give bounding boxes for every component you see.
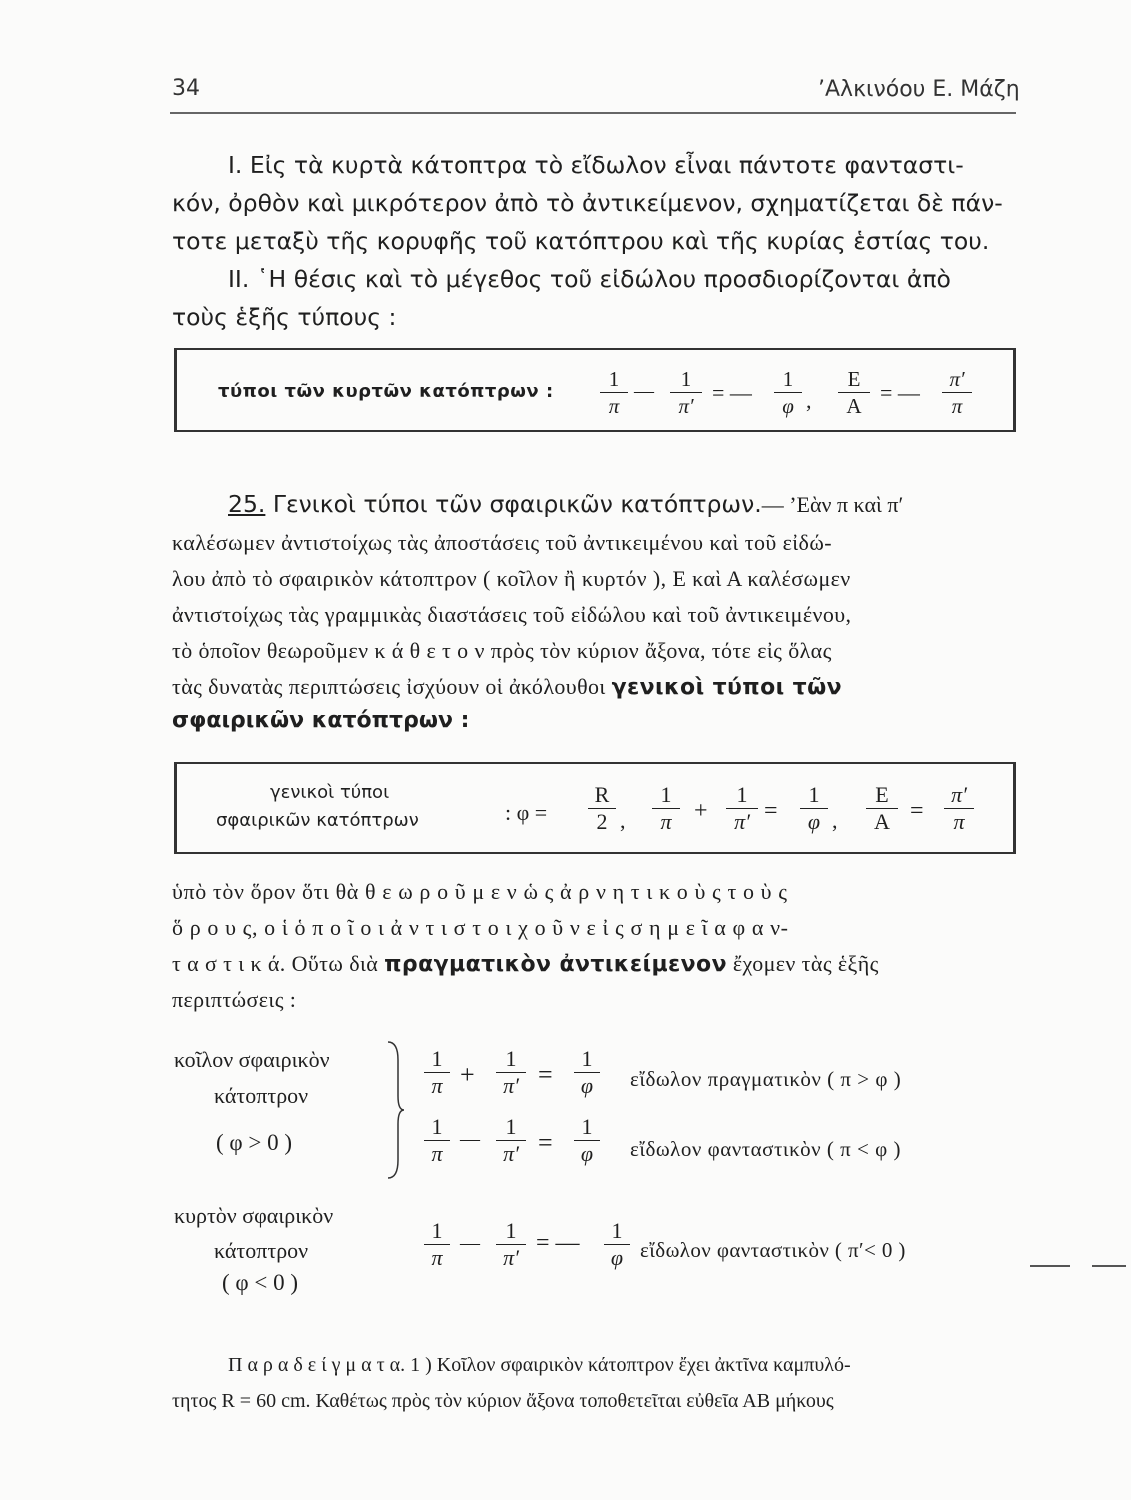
case-result: εἴδωλον πραγματικὸν ( π > φ ) <box>630 1067 902 1091</box>
example-line: τητος R = 60 cm. Καθέτως πρὸς τὸν κύριον ἄξονα τοποθετεῖται εὐθεῖα ΑΒ μήκους <box>172 1390 834 1412</box>
equals-minus: = — <box>712 380 752 405</box>
example-line <box>228 1354 851 1377</box>
equals-sign: = <box>538 1128 553 1157</box>
case-result: εἴδωλον φανταστικὸν ( π′< 0 ) <box>640 1238 906 1262</box>
fraction: $\frac{1}{\pi'}$ <box>496 1046 526 1099</box>
section-line: λου ἀπὸ τὸ σφαιρικὸν κάτοπτρον ( κοῖλον ἢ κυρτόν ), Ε καὶ Α καλέσωμεν <box>172 566 851 591</box>
case-label: κοῖλον σφαιρικὸν <box>174 1047 330 1072</box>
case-result: εἴδωλον φανταστικὸν ( π < φ ) <box>630 1137 901 1161</box>
comma: , <box>832 808 838 833</box>
equals-sign: = <box>538 1060 553 1089</box>
bold-phrase: γενικοὶ τύποι τῶν <box>611 675 842 700</box>
fraction: $\frac{1}{\pi}$ <box>600 366 628 419</box>
para3-line <box>172 951 879 977</box>
section-line <box>172 674 842 700</box>
fraction: $\frac{1}{\pi}$ <box>424 1114 450 1167</box>
section-line-text: τὰς δυνατὰς περιπτώσεις ἰσχύουν οἱ ἀκόλουθοι <box>172 674 606 699</box>
section-line: τὸ ὁποῖον θεωροῦμεν κ ά θ ε τ ο ν πρὸς τὸν κύριον ἄξονα, τότε εἰς ὅλας <box>172 638 832 663</box>
para1-line: τοτε μεταξὺ τῆς κορυφῆς τοῦ κατόπτρου καὶ τῆς κυρίας ἑστίας του. <box>172 227 990 255</box>
case-label: κάτοπτρον <box>214 1238 309 1263</box>
bold-phrase: σφαιρικῶν κατόπτρων : <box>172 708 470 733</box>
running-title: ’Αλκινόου Ε. Μάζη <box>818 77 1020 102</box>
section-heading: Γενικοὶ τύποι τῶν σφαιρικῶν κατόπτρων. <box>272 490 762 518</box>
para1-line: κόν, ὀρθὸν καὶ μικρότερον ἀπὸ τὸ ἀντικείμενον, σχηματίζεται δὲ πάν- <box>172 189 1003 217</box>
para3-line: ὅ ρ ο υ ς, ο ἱ ὁ π ο ῖ ο ι ἀ ν τ ι σ τ ο ι χ ο ῦ ν ε ἰ ς σ η μ ε ῖ α φ α ν- <box>172 915 789 940</box>
fraction: $\frac{1}{\varphi}$ <box>574 1114 600 1167</box>
plus-sign: + <box>694 798 708 824</box>
fraction: $\frac{1}{\pi'}$ <box>496 1114 526 1167</box>
para3-text: ἔχομεν τὰς ἑξῆς <box>732 951 879 976</box>
section-title <box>228 490 903 518</box>
para1-line: II. ῾Η θέσις καὶ τὸ μέγεθος τοῦ εἰδώλου προσδιορίζονται ἀπὸ <box>228 265 951 293</box>
para3-line: περιπτώσεις : <box>172 987 297 1012</box>
fraction: $\frac{R}{2}$ <box>588 782 616 835</box>
margin-dash <box>1092 1265 1126 1267</box>
colon-phi-equals: : φ = <box>505 800 548 825</box>
para1-line: τοὺς ἑξῆς τύπους : <box>172 303 397 331</box>
fraction: $\frac{1}{\varphi}$ <box>800 782 828 835</box>
comma: , <box>806 388 812 413</box>
fraction: $\frac{1}{\pi}$ <box>424 1218 450 1271</box>
fraction: $\frac{\pi'}{\pi}$ <box>944 782 974 835</box>
minus-sign: — <box>460 1128 480 1150</box>
equals-minus: = — <box>880 380 920 405</box>
case-condition: ( φ < 0 ) <box>222 1270 299 1295</box>
bold-phrase: πραγματικὸν ἀντικείμενον <box>384 952 727 977</box>
fraction: $\frac{1}{\pi'}$ <box>726 782 758 835</box>
page-number: 34 <box>172 76 200 101</box>
para3-line: ὑπὸ τὸν ὅρον ὅτι θὰ θ ε ω ρ ο ῦ μ ε ν ὡ ς ἀ ρ ν η τ ι κ ο ὺ ς τ ο ὺ ς <box>172 879 788 904</box>
fraction: $\frac{1}{\pi}$ <box>652 782 680 835</box>
minus-sign: — <box>634 380 654 402</box>
equals-minus: = — <box>536 1230 580 1256</box>
margin-dash <box>1030 1265 1070 1267</box>
box2-label-line1: γενικοὶ τύποι <box>270 782 390 803</box>
fraction: $\frac{1}{\pi'}$ <box>670 366 702 419</box>
fraction: $\frac{1}{\pi}$ <box>424 1046 450 1099</box>
para3-text: τ α σ τ ι κ ά. Οὕτω διὰ <box>172 951 379 976</box>
fraction: $\frac{E}{A}$ <box>838 366 870 419</box>
case-condition: ( φ > 0 ) <box>216 1130 293 1155</box>
example-label: Π α ρ α δ ε ί γ μ α τ α. <box>228 1354 406 1376</box>
section-intro: — ’Εὰν π καὶ π′ <box>761 492 904 517</box>
equals-sign: = <box>764 798 778 824</box>
equals-sign: = <box>910 798 924 824</box>
minus-sign: — <box>460 1232 480 1254</box>
example-text: 1 ) Κοῖλον σφαιρικὸν κάτοπτρον ἔχει ἀκτῖνα καμπυλό- <box>410 1354 851 1376</box>
section-number: 25. <box>228 490 266 518</box>
fraction: $\frac{1}{\pi'}$ <box>496 1218 526 1271</box>
section-line: ἀντιστοίχως τὰς γραμμικὰς διαστάσεις τοῦ εἰδώλου καὶ τοῦ ἀντικειμένου, <box>172 602 852 627</box>
fraction: $\frac{1}{\varphi}$ <box>604 1218 630 1271</box>
fraction: $\frac{\pi'}{\pi}$ <box>942 366 972 419</box>
brace-icon <box>384 1040 406 1180</box>
fraction: $\frac{1}{\varphi}$ <box>574 1046 600 1099</box>
case-label: κυρτὸν σφαιρικὸν <box>174 1203 334 1228</box>
fraction: $\frac{E}{A}$ <box>866 782 898 835</box>
comma: , <box>620 808 626 833</box>
box2-label-line2: σφαιρικῶν κατόπτρων <box>216 810 419 831</box>
box1-label: τύποι τῶν κυρτῶν κατόπτρων : <box>218 381 554 402</box>
plus-sign: + <box>460 1060 475 1089</box>
header-rule <box>170 112 1016 114</box>
para1-line: I. Εἰς τὰ κυρτὰ κάτοπτρα τὸ εἴδωλον εἶναι πάντοτε φανταστι- <box>228 151 964 179</box>
fraction: $\frac{1}{\varphi}$ <box>774 366 802 419</box>
section-line: καλέσωμεν ἀντιστοίχως τὰς ἀποστάσεις τοῦ ἀντικειμένου καὶ τοῦ εἰδώ- <box>172 530 832 555</box>
case-label: κάτοπτρον <box>214 1083 309 1108</box>
